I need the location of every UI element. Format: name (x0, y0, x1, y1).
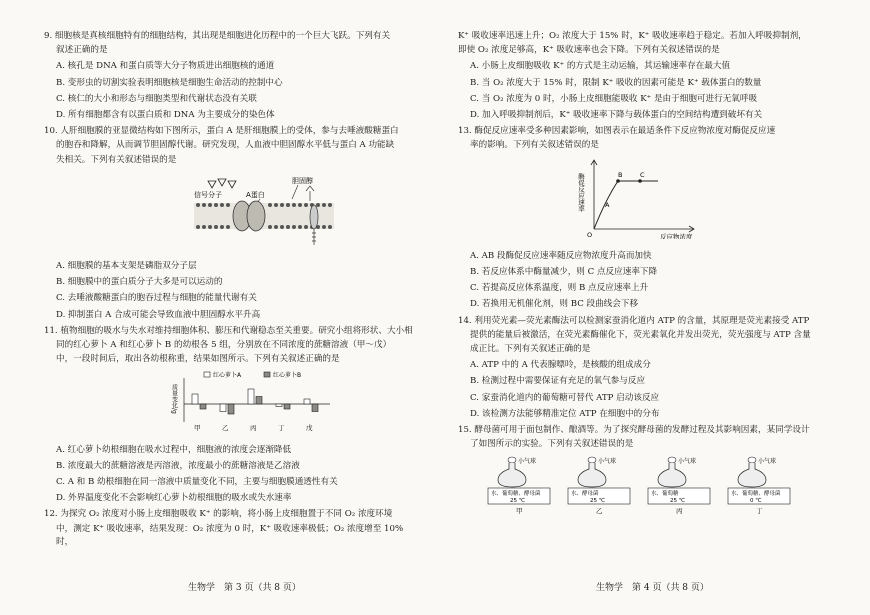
q13-option-b: B. 若反应体系中酶量减少，则 C 点反应速率下降 (470, 267, 658, 278)
flask-label: 丙 (676, 507, 683, 516)
balloon-label: 小气球 (678, 458, 697, 466)
signal-label: 信号分子 (194, 190, 222, 199)
q9-option-c: C. 核仁的大小和形态与细胞类型和代谢状态没有关联 (56, 93, 257, 104)
q12-option-c: C. 当 O₂ 浓度为 0 时，小肠上皮细胞能吸收 K⁺ 是由于细胞可进行无氧呼吸 (470, 93, 758, 104)
flask-temp: 0 ℃ (750, 498, 762, 505)
q14-stem: 14. 利用荧光素—荧光素酶法可以检测家蚕消化道内 ATP 的含量，其原理是荧光素接受 ATP (458, 315, 810, 326)
x-tick-label: 甲 (194, 424, 201, 433)
bar (192, 394, 198, 404)
q13-option-d: D. 若换用无机催化剂，则 BC 段曲线会下移 (470, 299, 639, 310)
label-b: B (618, 170, 623, 179)
bar (200, 404, 206, 409)
balloon-icon (588, 457, 596, 463)
q10-stem-cont2: 失相关。下列有关叙述错误的是 (56, 154, 177, 165)
flask-label: 丁 (756, 507, 763, 516)
legend-swatch (264, 372, 270, 377)
bar (256, 397, 262, 405)
q12-option-a: A. 小肠上皮细胞吸收 K⁺ 的方式是主动运输，其运输速率存在最大值 (470, 61, 731, 72)
question-13 (458, 125, 838, 311)
protein-a-label: A蛋白 (246, 190, 265, 199)
q13-option-c: C. 若提高反应体系温度，则 B 点反应速率上升 (470, 283, 649, 294)
q11-option-b: B. 浓度最大的蔗糖溶液是丙溶液，浓度最小的蔗糖溶液是乙溶液 (56, 460, 300, 471)
bar (284, 404, 290, 409)
flask-content: 水、葡萄糖 (651, 491, 679, 498)
q14-stem-cont: 提供的能量后被激活，在荧光素酶催化下，荧光素氧化并发出荧光，荧光强度与 ATP 含量 (470, 329, 811, 340)
q10-option-d: D. 抑制蛋白 A 合成可能会导致血液中胆固醇水平升高 (56, 309, 261, 320)
flask-icon (498, 463, 526, 487)
flask-label: 甲 (516, 507, 523, 516)
flask-label: 乙 (596, 507, 603, 516)
point-c (638, 179, 642, 183)
bar (220, 404, 226, 412)
q10-option-a: A. 细胞膜的基本支架是磷脂双分子层 (56, 261, 197, 272)
balloon-label: 小气球 (758, 458, 777, 466)
bar (228, 404, 234, 414)
flask-content: 水、葡萄糖、酵母菌 (491, 491, 541, 498)
flask-temp: 25 ℃ (510, 498, 525, 505)
q9-stem: 9. 细胞核是真核细胞特有的细胞结构，其出现是细胞进化历程中的一个巨大飞跃。下列有关 (44, 31, 391, 41)
q12-option-b: B. 当 O₂ 浓度大于 15% 时，限制 K⁺ 吸收的因素可能是 K⁺ 载体蛋白的数量 (470, 77, 762, 88)
page-footer-right: 生物学 第 4 页（共 8 页） (596, 583, 709, 593)
membrane-diagram (44, 171, 414, 249)
q12-option-d: D. 加入呼吸抑制剂后，K⁺ 吸收速率下降与载体蛋白的空间结构遭到破坏有关 (470, 110, 763, 121)
q11-stem-cont2: 中，一段时间后，取出各幼根称重，结果如图所示。下列有关叙述正确的是 (56, 354, 340, 365)
bar (312, 404, 318, 412)
question-14 (458, 315, 838, 421)
q14-stem-cont2: 成正比。下列有关叙述正确的是 (470, 344, 591, 355)
legend-label: 红心萝卜A (213, 372, 242, 380)
balloon-label: 小气球 (598, 458, 617, 466)
q14-option-d: D. 该检测方法能够精准定位 ATP 在细胞中的分布 (470, 408, 660, 419)
question-15 (458, 424, 838, 526)
x-tick-label: 丁 (278, 424, 285, 433)
bar (248, 389, 254, 404)
q9-option-a: A. 核孔是 DNA 和蛋白质等大分子物质进出细胞核的通道 (56, 61, 275, 72)
q10-stem-cont: 的胞吞和降解，从而调节胆固醇代谢。研究发现，人血液中胆固醇水平低与蛋白 A 功能缺 (56, 140, 395, 151)
yeast-flasks-diagram (458, 455, 838, 517)
question-9 (44, 30, 414, 122)
right-column (458, 30, 838, 526)
q12-cont-line2: 即使 O₂ 浓度足够高，K⁺ 吸收速率也会下降。下列有关叙述错误的是 (458, 45, 720, 56)
q9-stem-cont: 叙述正确的是 (56, 45, 108, 56)
enzyme-rate-graph (458, 157, 838, 239)
q13-stem-cont: 率的影响。下列有关叙述错误的是 (470, 140, 599, 151)
rate-curve (594, 181, 658, 229)
flask-temp: 25 ℃ (590, 498, 605, 505)
q9-option-b: B. 变形虫的切割实验表明细胞核是细胞生命活动的控制中心 (56, 77, 283, 88)
q10-stem: 10. 人肝细胞膜的亚显微结构如下图所示，蛋白 A 是肝细胞膜上的受体，参与去唾液酸糖蛋白 (44, 126, 399, 137)
y-axis-label: 酶促反应速率 (577, 172, 585, 212)
cholesterol-label: 胆固醇 (292, 176, 313, 185)
x-tick-label: 乙 (222, 424, 229, 433)
y-axis-label: 质量变化/g (170, 384, 178, 415)
bar (276, 404, 282, 407)
q9-option-d: D. 所有细胞都含有以蛋白质和 DNA 为主要成分的染色体 (56, 110, 275, 121)
point-b (616, 179, 620, 183)
q10-option-b: B. 细胞膜中的蛋白质分子大多是可以运动的 (56, 277, 223, 288)
left-column (44, 30, 414, 550)
x-tick-label: 戊 (306, 424, 313, 433)
flask-temp: 25 ℃ (670, 498, 685, 505)
q12-stem: 12. 为探究 O₂ 浓度对小肠上皮细胞吸收 K⁺ 的影响，将小肠上皮细胞置于不同 O₂ 浓度环境 (44, 509, 393, 520)
x-axis-label: 反应物浓度 (660, 232, 693, 239)
q13-option-a: A. AB 段酶促反应速率随反应物浓度升高而加快 (470, 250, 652, 261)
flask-icon (738, 463, 766, 487)
legend-swatch (204, 372, 210, 377)
q10-option-c: C. 去唾液酸糖蛋白的胞吞过程与细胞的能量代谢有关 (56, 293, 257, 304)
balloon-icon (668, 457, 676, 463)
q11-option-d: D. 外界温度变化不会影响红心萝卜幼根细胞的吸水或失水速率 (56, 493, 292, 504)
balloon-icon (508, 457, 516, 463)
question-11 (44, 325, 414, 506)
legend-label: 红心萝卜B (273, 372, 302, 380)
label-c: C (640, 170, 645, 179)
q11-stem: 11. 植物细胞的吸水与失水对维持细胞体积、膨压和代谢稳态至关重要。研究小组将形状、大小相 (44, 325, 413, 336)
q13-stem: 13. 酶促反应速率受多种因素影响，如图表示在最适条件下反应物浓度对酶促反应速 (458, 126, 776, 137)
bar (304, 399, 310, 404)
flask-content: 水、葡萄糖、酵母菌 (731, 491, 781, 498)
q11-stem-cont: 同的红心萝卜 A 和红心萝卜 B 的幼根各 5 组，分别放在不同浓度的蔗糖溶液（甲～戊） (56, 340, 392, 351)
page-footer-left: 生物学 第 3 页（共 8 页） (188, 583, 301, 593)
balloon-label: 小气球 (518, 458, 537, 466)
flask-icon (658, 463, 686, 487)
flask-content: 水、酵母菌 (571, 491, 599, 498)
q15-stem-cont: 了如图所示的实验。下列有关叙述错误的是 (470, 439, 634, 450)
signal-molecule-icon (208, 179, 236, 188)
origin-label: O (587, 230, 593, 239)
q14-option-c: C. 家蚕消化道内的葡萄糖可替代 ATP 启动该反应 (470, 392, 660, 403)
question-12 (44, 508, 414, 549)
q14-option-a: A. ATP 中的 A 代表腺嘌呤，是核酸的组成成分 (470, 360, 651, 371)
question-12-cont (458, 30, 838, 122)
question-10 (44, 125, 414, 322)
label-a: A (605, 200, 610, 209)
q11-option-a: A. 红心萝卜幼根细胞在吸水过程中，细胞液的浓度会逐渐降低 (56, 444, 292, 455)
mass-change-bar-chart (44, 370, 414, 432)
q11-option-c: C. A 和 B 幼根细胞在同一溶液中质量变化不同，主要与细胞膜通透性有关 (56, 477, 338, 488)
q15-stem: 15. 酵母菌可用于面包制作、酿酒等。为了探究酵母菌的发酵过程及其影响因素，某同学设计 (458, 425, 810, 436)
flask-icon (578, 463, 606, 487)
q14-option-b: B. 检测过程中需要保证有充足的氧气参与反应 (470, 376, 646, 387)
balloon-icon (748, 457, 756, 463)
q12-cont-line1: K⁺ 吸收速率迅速上升；O₂ 浓度大于 15% 时，K⁺ 吸收速率趋于稳定。若加入呼吸抑制剂， (458, 31, 807, 41)
x-tick-label: 丙 (250, 424, 257, 433)
q12-stem-cont: 中，测定 K⁺ 吸收速率，结果发现：O₂ 浓度为 0 时，K⁺ 吸收速率极低；O₂ 浓度增至 10% 时， (56, 523, 404, 547)
